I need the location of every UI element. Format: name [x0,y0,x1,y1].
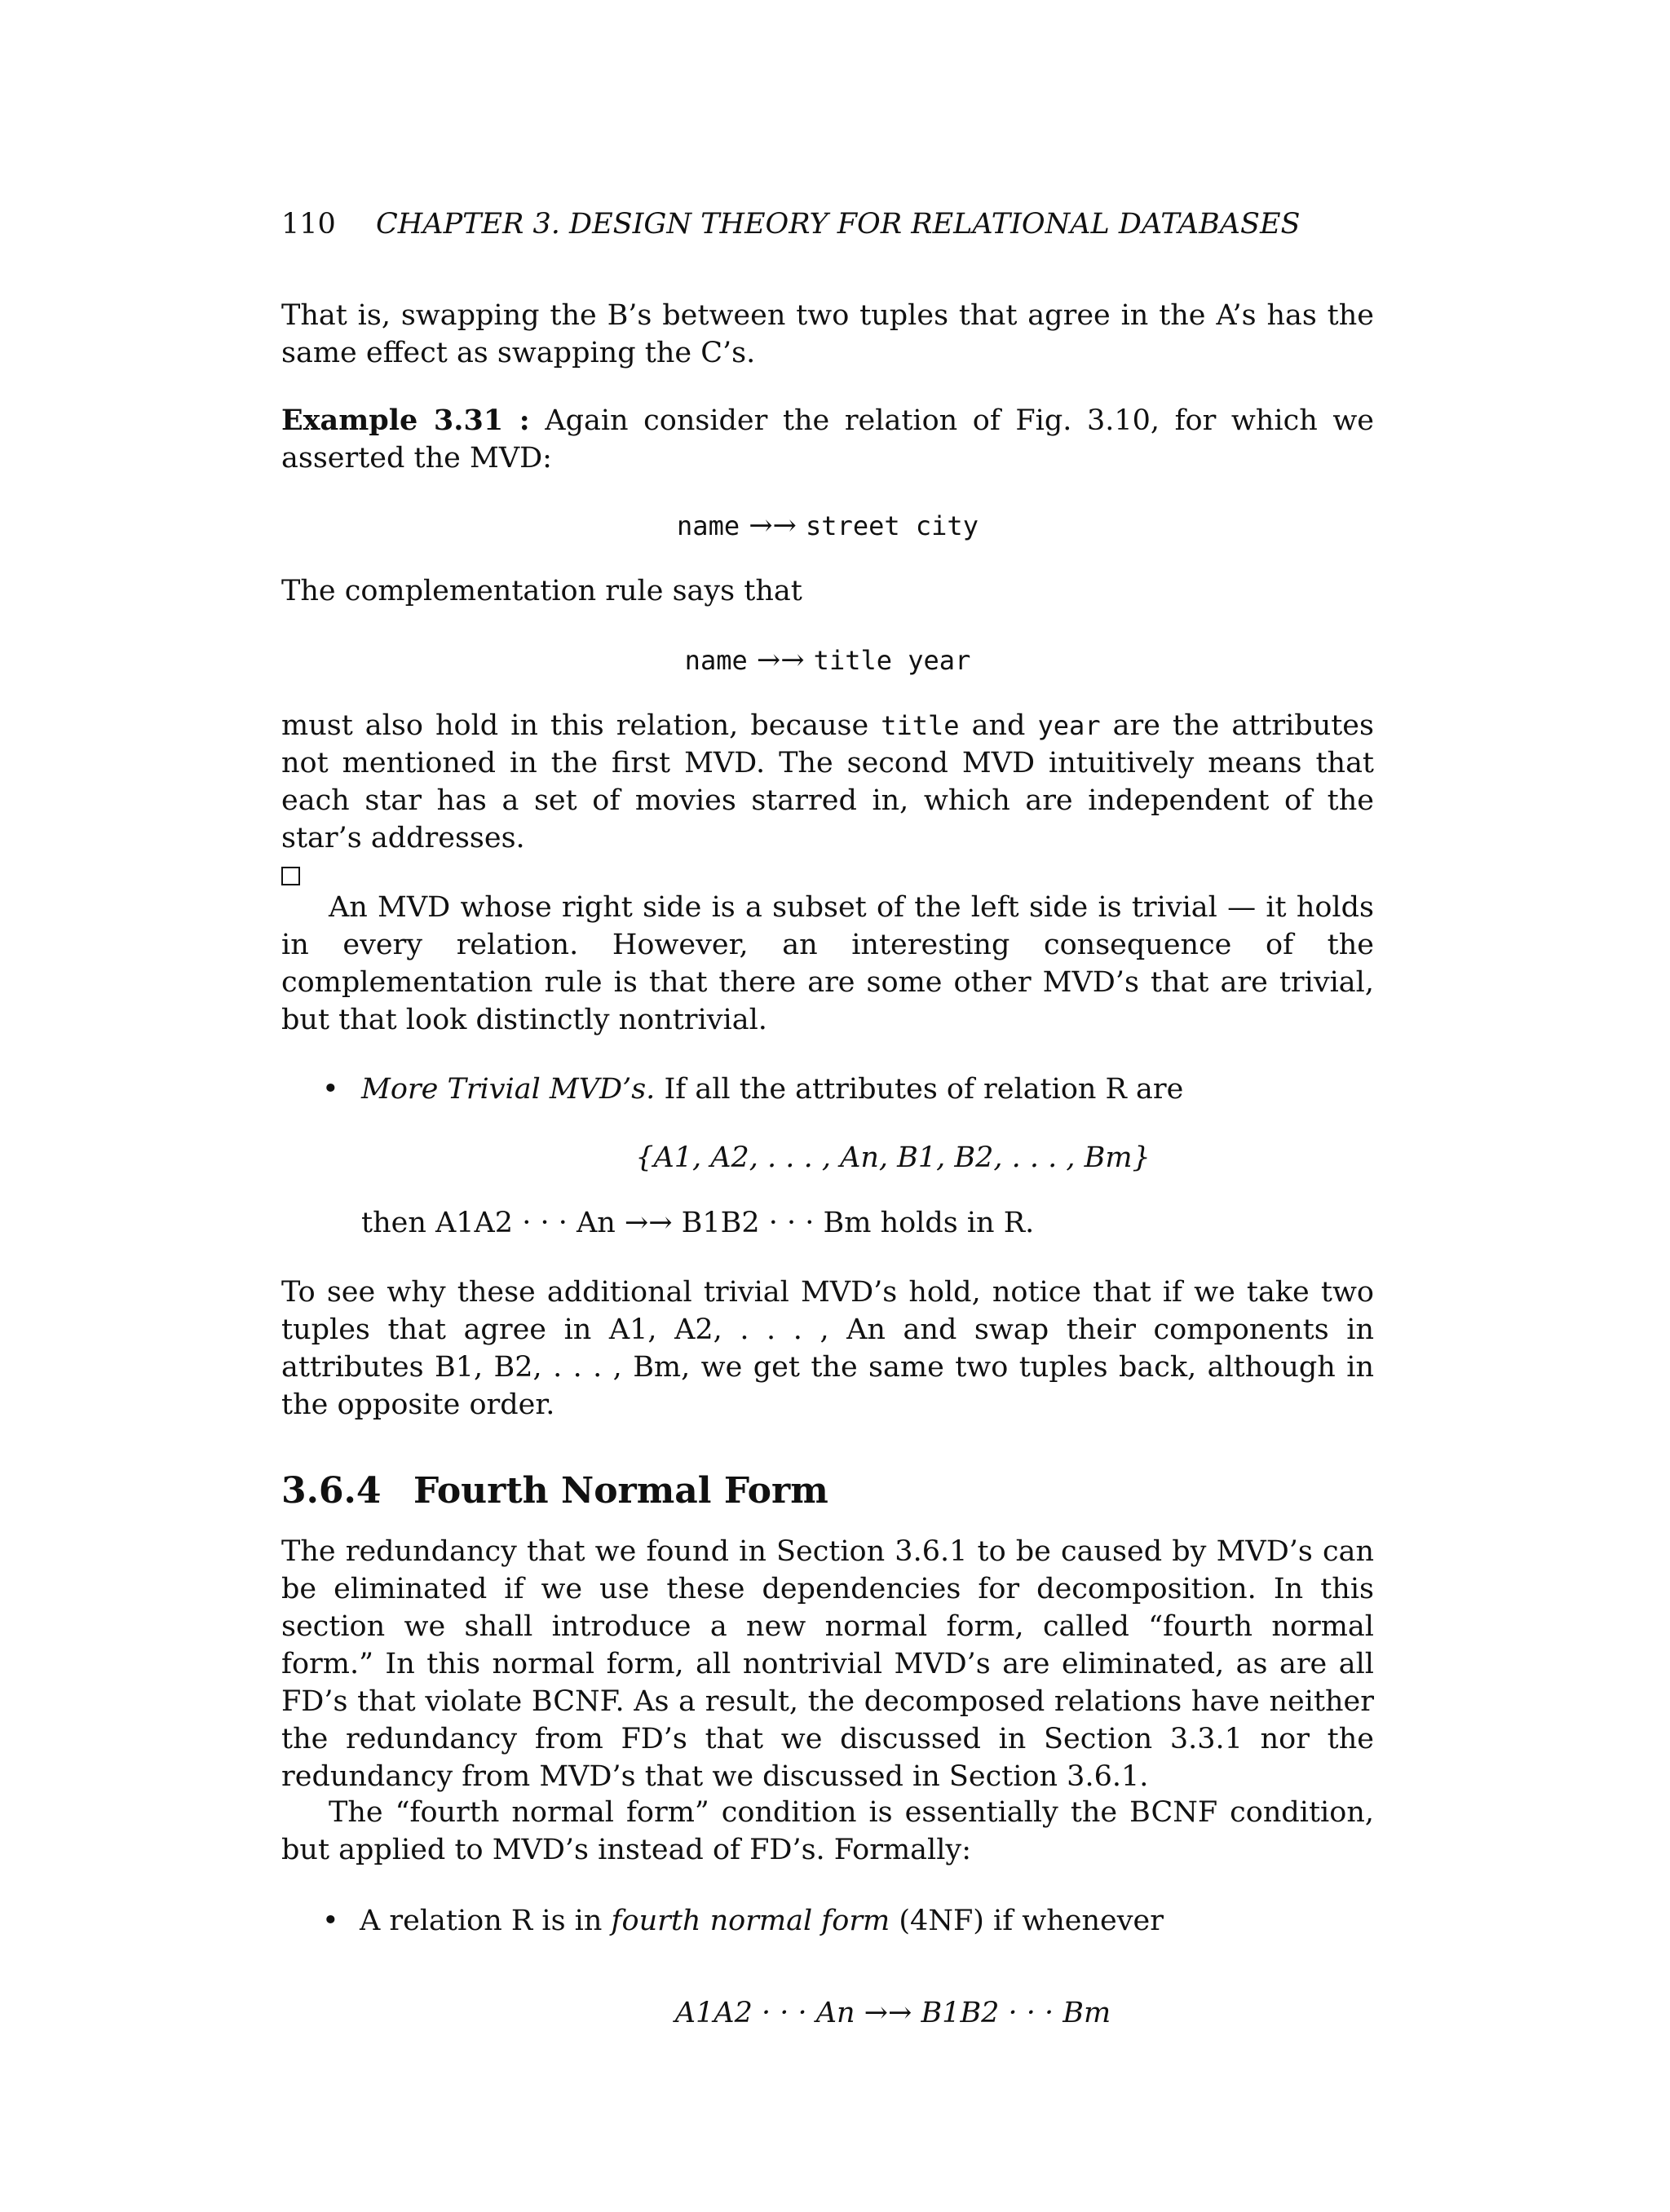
trivial-mvd-text: then A1A2 · · · An →→ B1B2 · · · Bm holds in R. [361,1207,1035,1239]
attribute-set-expression [347,1139,1439,1177]
final-mvd-expression [347,1994,1439,2032]
mvd-display-1 [281,507,1374,545]
bullet-marker-2: • [322,1905,339,1937]
section-paragraph-2-text: The “fourth normal form” condition is essentially the BCNF condition, but applied to MVD’s instead of FD’s. Formally: [281,1796,1374,1866]
final-mvd: A1A2 · · · An →→ B1B2 · · · Bm [674,1997,1111,2029]
explanation-part-2: are the attributes not mentioned in the first MVD. The second MVD intuitively means that each star has a set of movies starred in, which are independent of the star’s addresses. [281,709,1374,854]
mvd2-arrow: →→ [756,644,805,677]
mvd-display-2 [281,642,1374,679]
example-text: Again consider the relation of Fig. 3.10, for which we asserted the MVD: [281,404,1374,475]
explanation-paragraph [281,707,1374,894]
trivial-mvd-statement [361,1204,1034,1242]
section-paragraph-1 [281,1533,1374,1795]
running-header [281,205,1374,243]
bullet-1-title: More Trivial MVD’s. [361,1073,656,1106]
bullet-1-text [361,1071,1183,1108]
mvd1-lhs: name [677,510,740,541]
trivial-paragraph-text: An MVD whose right side is a subset of the left side is trivial — it holds in every relation. However, an interesting consequence of the complementation rule is that there are some other MVD’s that are trivial, but that look distinctly nontrivial. [281,891,1374,1036]
bullet-2-term: fourth normal form [611,1905,890,1937]
attr-title: title [881,710,960,741]
textbook-page [281,0,1374,2212]
complementation-text [281,572,1374,610]
section-title: Fourth Normal Form [413,1470,828,1512]
intro-text: That is, swapping the B’s between two tuples that agree in the A’s has the same effect as swapping the C’s. [281,299,1374,369]
mvd2-lhs: name [684,645,748,676]
section-paragraph-1-text: The redundancy that we found in Section 3.6.1 to be caused by MVD’s can be eliminated if we use these dependencies for decomposition. In this section we shall introduce a new normal form, called “fourth normal form.” In this normal form, all nontrivial MVD’s are eliminated, as are all FD’s that violate BCNF. As a result, the decomposed relations have neither the redundancy from FD’s that we discussed in Section 3.3.1 nor the redundancy from MVD’s that we discussed in Section 3.6.1. [281,1535,1374,1793]
attr-year: year [1037,710,1101,741]
section-heading [281,1468,828,1514]
why-paragraph-text: To see why these additional trivial MVD’s hold, notice that if we take two tuples that agree in A1, A2, . . . , An and swap their components in attributes B1, B2, . . . , Bm, we get the same two tuples back, although in the opposite order. [281,1276,1374,1421]
bullet-1-body: If all the attributes of relation R are [664,1073,1184,1106]
mvd1-rhs: street city [806,510,979,541]
bullet-marker-1: • [322,1073,339,1106]
attribute-set: {A1, A2, . . . , An, B1, B2, . . . , Bm} [635,1141,1151,1174]
why-paragraph [281,1274,1374,1424]
bullet-2-after: (4NF) if whenever [899,1905,1164,1937]
section-paragraph-2 [281,1794,1374,1869]
bullet-2-before: A relation R is in [360,1905,603,1937]
explanation-and: and [971,709,1026,742]
example-label: Example 3.31 : [281,404,530,437]
trivial-paragraph [281,889,1374,1039]
mvd2-rhs: title year [813,645,971,676]
intro-paragraph [281,297,1374,372]
example-paragraph [281,402,1374,477]
complementation-rule-sentence: The complementation rule says that [281,575,802,607]
page-number: 110 [281,208,336,241]
end-of-example-square-icon [281,867,300,885]
explanation-part-1: must also hold in this relation, because [281,709,869,742]
chapter-title: CHAPTER 3. DESIGN THEORY FOR RELATIONAL DATABASES [376,208,1301,241]
bullet-2-text [360,1902,1164,1940]
mvd1-arrow: →→ [749,510,797,542]
section-number: 3.6.4 [281,1470,382,1512]
